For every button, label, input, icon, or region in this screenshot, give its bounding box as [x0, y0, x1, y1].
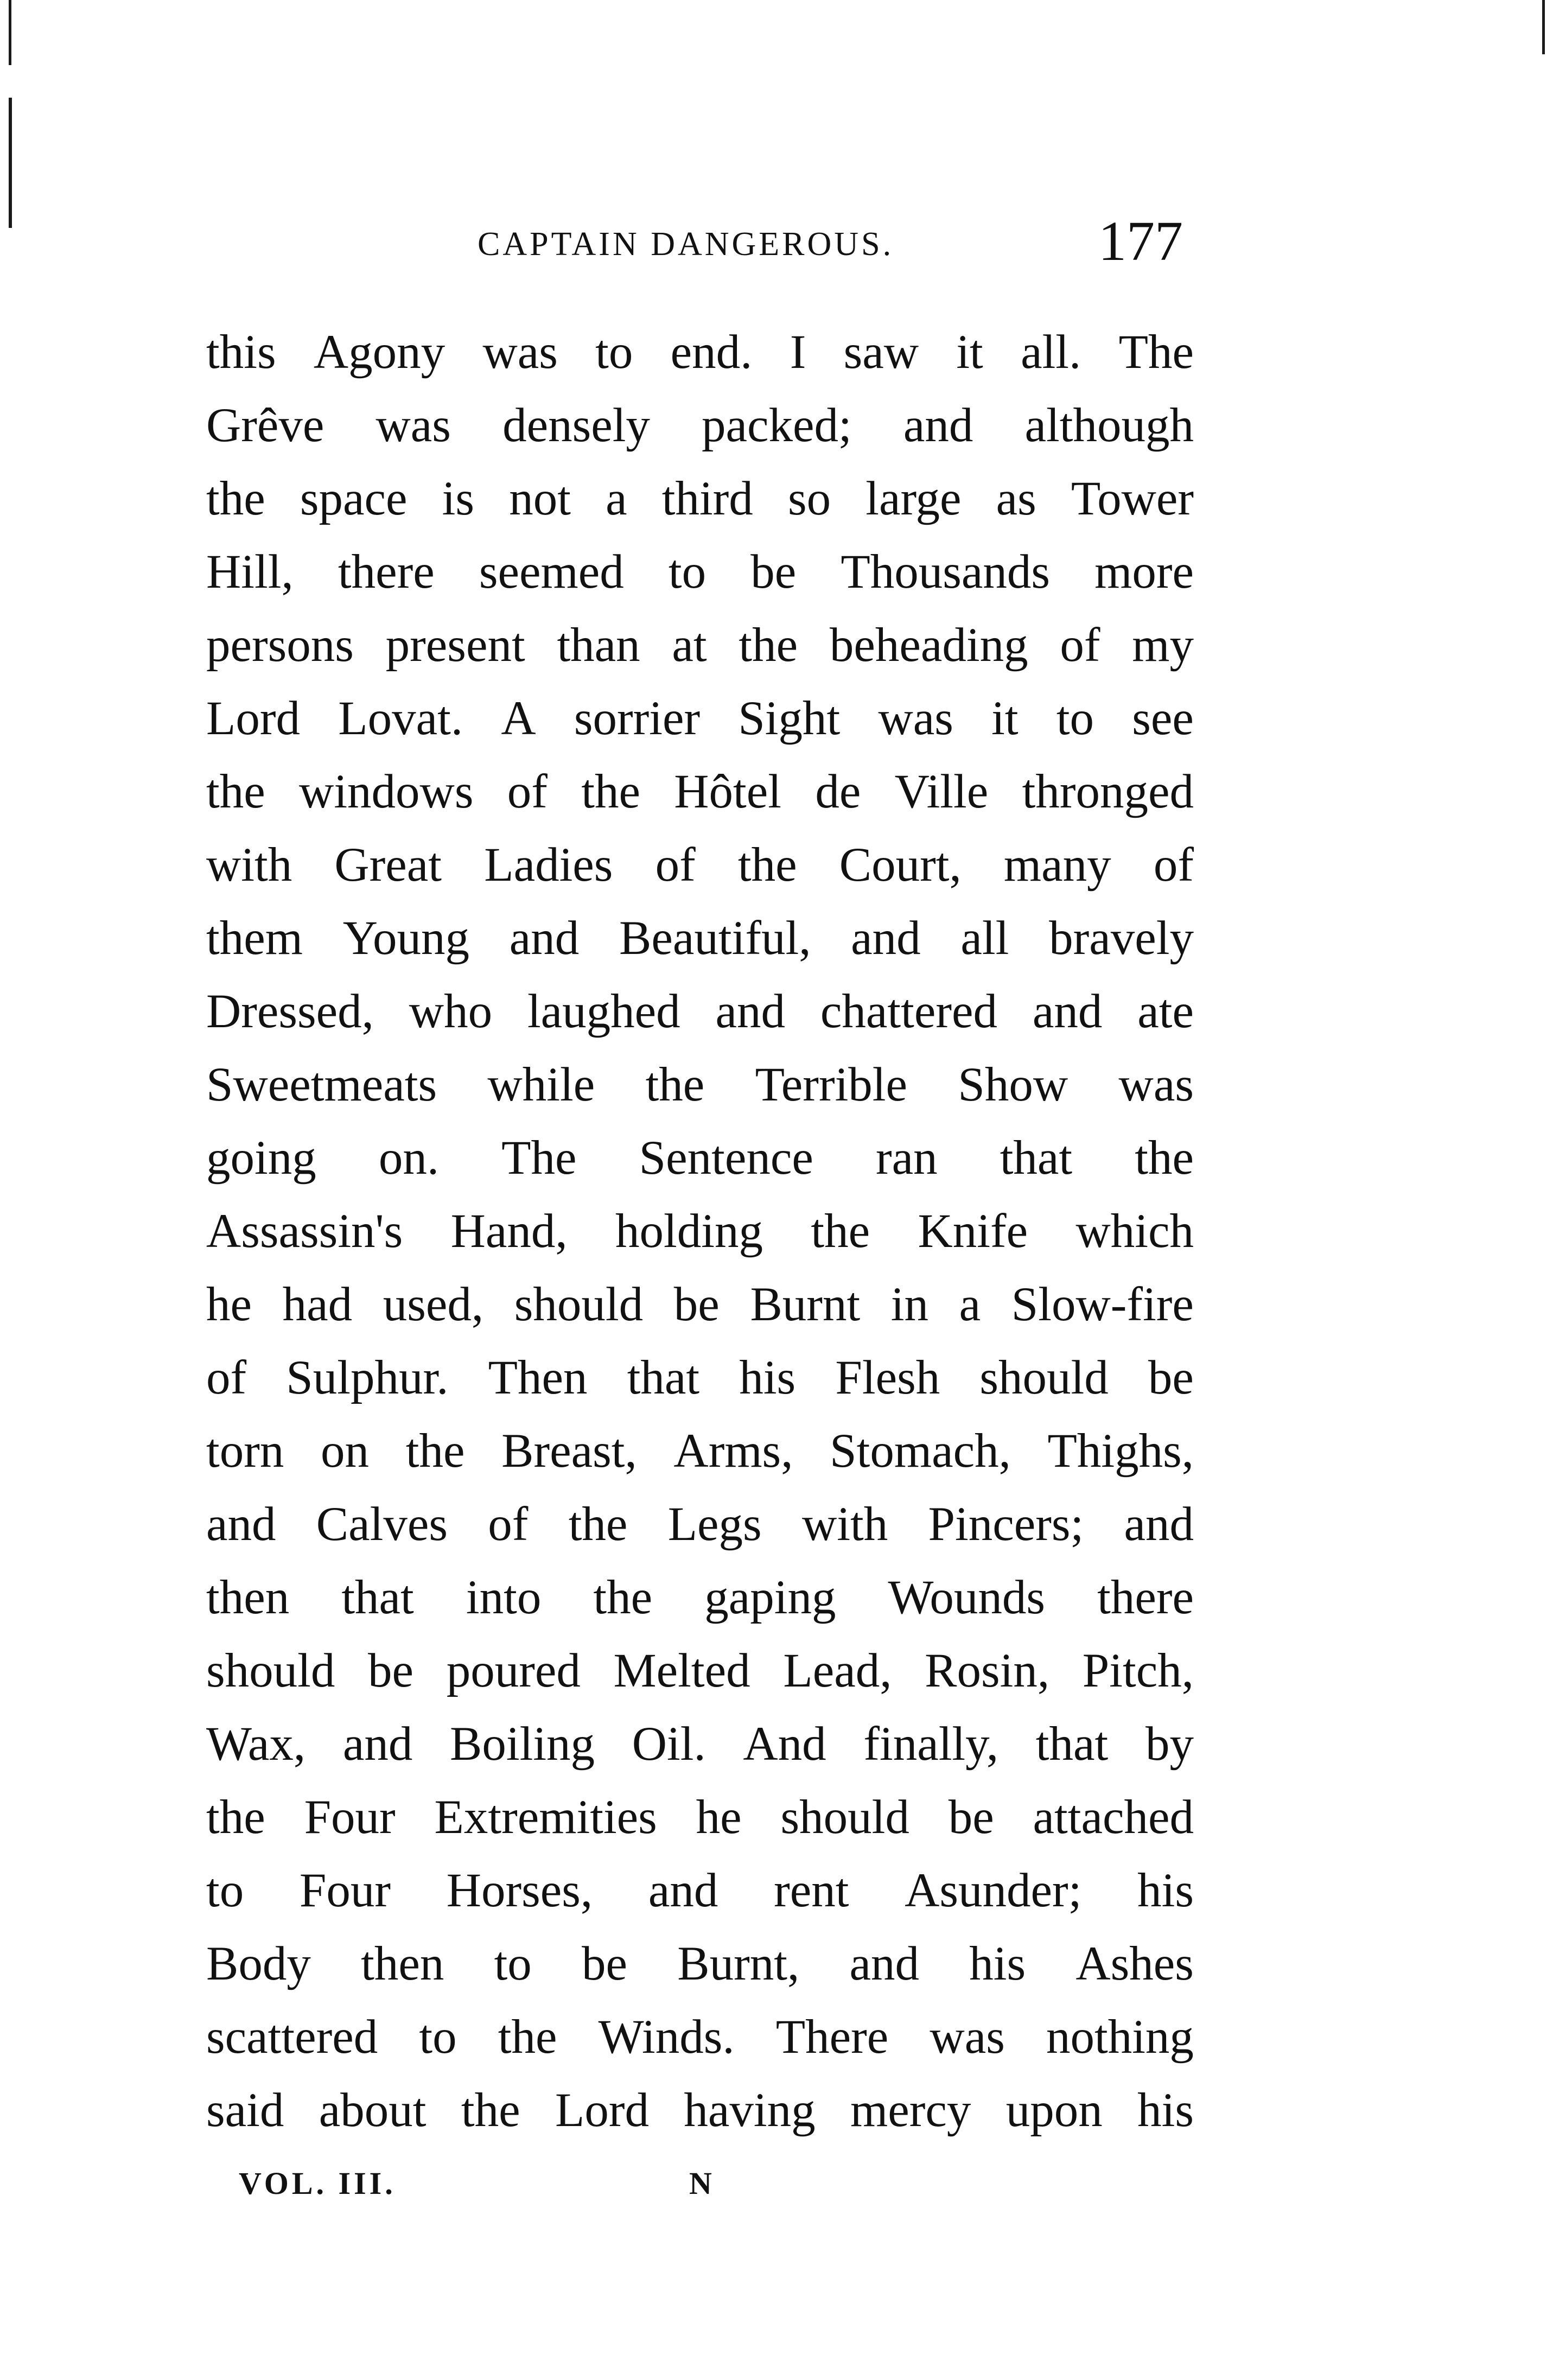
word: Lord — [206, 692, 301, 745]
word: Boiling — [450, 1717, 595, 1771]
word: to — [668, 545, 707, 599]
word: with — [206, 838, 292, 892]
word: There — [775, 2010, 889, 2064]
word: as — [996, 472, 1036, 525]
word: packed; — [702, 399, 852, 452]
word: which — [1075, 1205, 1194, 1258]
word: at — [672, 619, 707, 672]
word: of — [488, 1498, 529, 1551]
word: to — [494, 1937, 532, 1990]
word: Agony — [313, 326, 445, 379]
text-line — [206, 389, 1194, 462]
word: Slow-fire — [1011, 1278, 1194, 1331]
word: had — [282, 1278, 353, 1331]
word: persons — [206, 619, 354, 672]
word: Wax, — [206, 1717, 306, 1771]
word: to — [419, 2010, 457, 2064]
word: mercy — [850, 2084, 971, 2137]
word: Hand, — [450, 1205, 568, 1258]
word: and — [1032, 985, 1103, 1038]
word: the — [645, 1058, 705, 1111]
text-line — [206, 1415, 1194, 1488]
word: Sweetmeats — [206, 1058, 437, 1111]
word: densely — [502, 399, 650, 452]
word: Assassin's — [206, 1205, 403, 1258]
word: Lovat. — [338, 692, 463, 745]
word: the — [405, 1424, 465, 1478]
word: sorrier — [574, 692, 701, 745]
word: and — [1124, 1498, 1194, 1551]
word: Thousands — [841, 545, 1050, 599]
word: be — [673, 1278, 720, 1331]
word: by — [1145, 1717, 1194, 1771]
word: the — [1135, 1131, 1194, 1185]
word: of — [206, 1351, 247, 1404]
word: about — [319, 2084, 427, 2137]
word: a — [606, 472, 627, 525]
text-line — [206, 1122, 1194, 1195]
word: de — [815, 765, 861, 818]
word: Ville — [894, 765, 989, 818]
word: that — [627, 1351, 700, 1404]
word: be — [948, 1791, 994, 1844]
word: while — [487, 1058, 595, 1111]
word: Hôtel — [674, 765, 782, 818]
word: the — [581, 765, 640, 818]
word: Calves — [316, 1498, 448, 1551]
word: gaping — [704, 1571, 836, 1624]
word: and — [342, 1717, 413, 1771]
word: The — [1118, 326, 1194, 379]
word: and — [849, 1937, 920, 1990]
word: Melted — [613, 1644, 750, 1697]
word: should — [514, 1278, 644, 1331]
word: the — [739, 619, 798, 672]
word: to — [595, 326, 633, 379]
word: them — [206, 912, 303, 965]
word: the — [206, 1791, 265, 1844]
text-line — [206, 1561, 1194, 1634]
word: he — [206, 1278, 252, 1331]
word: should — [206, 1644, 335, 1697]
word: scattered — [206, 2010, 378, 2064]
word: that — [341, 1571, 414, 1624]
word: Grêve — [206, 399, 324, 452]
word: the — [811, 1205, 870, 1258]
word: and — [715, 985, 786, 1038]
word: his — [1137, 1864, 1194, 1917]
word: thronged — [1022, 765, 1194, 818]
word: more — [1094, 545, 1194, 599]
word: of — [1153, 838, 1194, 892]
word: Stomach, — [830, 1424, 1011, 1478]
word: many — [1003, 838, 1111, 892]
word: Terrible — [755, 1058, 908, 1111]
running-title: CAPTAIN DANGEROUS. — [478, 226, 894, 263]
word: Lead, — [783, 1644, 892, 1697]
word: a — [959, 1278, 981, 1331]
text-line — [206, 975, 1194, 1048]
word: having — [684, 2084, 816, 2137]
word: seemed — [479, 545, 624, 599]
text-line — [206, 1341, 1194, 1415]
word: of — [507, 765, 548, 818]
word: Burnt — [750, 1278, 861, 1331]
word: and — [851, 912, 921, 965]
text-line — [206, 1048, 1194, 1122]
word: ate — [1137, 985, 1194, 1038]
word: rent — [774, 1864, 849, 1917]
word: and — [206, 1498, 276, 1551]
word: Four — [299, 1864, 391, 1917]
word: should — [780, 1791, 909, 1844]
word: beheading — [829, 619, 1028, 672]
word: and — [509, 912, 580, 965]
word: the — [206, 765, 265, 818]
word: to — [1056, 692, 1094, 745]
word: The — [501, 1131, 577, 1185]
text-line — [206, 1708, 1194, 1781]
word: his — [969, 1937, 1026, 1990]
word: was — [375, 399, 451, 452]
word: then — [206, 1571, 290, 1624]
text-line — [206, 1781, 1194, 1854]
word: attached — [1033, 1791, 1194, 1844]
word: on — [321, 1424, 370, 1478]
word: windows — [299, 765, 474, 818]
word: be — [582, 1937, 628, 1990]
word: going — [206, 1131, 316, 1185]
word: Show — [958, 1058, 1068, 1111]
word: the — [737, 838, 797, 892]
word: so — [787, 472, 831, 525]
word: than — [557, 619, 640, 672]
word: Horses, — [446, 1864, 593, 1917]
word: Ashes — [1075, 1937, 1194, 1990]
word: Pitch, — [1082, 1644, 1194, 1697]
word: although — [1024, 399, 1194, 452]
word: Asunder; — [905, 1864, 1082, 1917]
word: Dressed, — [206, 985, 374, 1038]
word: was — [1118, 1058, 1194, 1111]
word: bravely — [1049, 912, 1194, 965]
scan-edge-mark — [9, 98, 12, 228]
text-line — [206, 1634, 1194, 1708]
word: torn — [206, 1424, 284, 1478]
word: Young — [342, 912, 470, 965]
word: Flesh — [835, 1351, 940, 1404]
word: that — [1035, 1717, 1109, 1771]
word: who — [409, 985, 493, 1038]
text-line — [206, 829, 1194, 902]
text-line — [206, 1488, 1194, 1561]
scan-edge-mark — [1542, 0, 1545, 54]
word: holding — [615, 1205, 763, 1258]
word: And — [743, 1717, 826, 1771]
word: of — [1060, 619, 1100, 672]
word: poured — [446, 1644, 581, 1697]
text-line — [206, 609, 1194, 682]
word: Sulphur. — [286, 1351, 449, 1404]
word: should — [979, 1351, 1109, 1404]
word: Tower — [1071, 472, 1194, 525]
word: Body — [206, 1937, 311, 1990]
word: my — [1132, 619, 1194, 672]
word: used, — [383, 1278, 484, 1331]
page-number: 177 — [1098, 210, 1183, 272]
word: Then — [488, 1351, 588, 1404]
word: there — [338, 545, 435, 599]
word: said — [206, 2084, 284, 2137]
word: Sight — [738, 692, 841, 745]
word: not — [509, 472, 571, 525]
word: is — [442, 472, 475, 525]
word: he — [696, 1791, 742, 1844]
word: nothing — [1046, 2010, 1194, 2064]
word: Oil. — [632, 1717, 706, 1771]
running-head — [206, 203, 1194, 274]
word: be — [368, 1644, 414, 1697]
word: and — [903, 399, 973, 452]
word: his — [1137, 2084, 1194, 2137]
word: Extremities — [434, 1791, 657, 1844]
word: Sentence — [639, 1131, 813, 1185]
word: the — [568, 1498, 628, 1551]
word: Rosin, — [925, 1644, 1050, 1697]
word: Hill, — [206, 545, 294, 599]
word: it — [991, 692, 1019, 745]
text-line — [206, 316, 1194, 389]
word: ran — [875, 1131, 938, 1185]
word: of — [655, 838, 696, 892]
word: third — [661, 472, 753, 525]
word: there — [1097, 1571, 1194, 1624]
volume-label: VOL. III. — [239, 2166, 396, 2201]
word: was — [878, 692, 953, 745]
word: and — [648, 1864, 718, 1917]
word: in — [890, 1278, 929, 1331]
word: present — [385, 619, 525, 672]
word: Great — [334, 838, 442, 892]
word: Winds. — [598, 2010, 735, 2064]
word: the — [498, 2010, 557, 2064]
scan-edge-mark — [9, 0, 11, 65]
word: then — [361, 1937, 444, 1990]
word: be — [1148, 1351, 1194, 1404]
page-footer — [206, 2165, 1194, 2219]
word: end. — [670, 326, 753, 379]
word: Legs — [667, 1498, 762, 1551]
word: the — [206, 472, 265, 525]
text-line — [206, 2001, 1194, 2074]
word: chattered — [820, 985, 998, 1038]
word: Lord — [555, 2084, 649, 2137]
signature-mark: N — [689, 2166, 712, 2201]
word: finally, — [863, 1717, 999, 1771]
word: the — [593, 1571, 653, 1624]
word: with — [801, 1498, 888, 1551]
word: his — [739, 1351, 796, 1404]
word: I — [790, 326, 806, 379]
word: Court, — [839, 838, 962, 892]
word: into — [466, 1571, 542, 1624]
word: to — [206, 1864, 244, 1917]
text-line — [206, 1268, 1194, 1341]
word: Burnt, — [677, 1937, 800, 1990]
word: Thighs, — [1047, 1424, 1194, 1478]
text-line — [206, 536, 1194, 609]
text-line — [206, 1927, 1194, 2001]
word: Four — [304, 1791, 396, 1844]
text-line — [206, 902, 1194, 975]
word: A — [501, 692, 536, 745]
word: was — [482, 326, 558, 379]
word: this — [206, 326, 276, 379]
text-line — [206, 1195, 1194, 1268]
word: all — [960, 912, 1009, 965]
word: on. — [378, 1131, 440, 1185]
word: large — [865, 472, 962, 525]
text-line — [206, 755, 1194, 829]
word: space — [300, 472, 408, 525]
word: Arms, — [673, 1424, 793, 1478]
word: be — [750, 545, 797, 599]
text-line — [206, 462, 1194, 536]
word: Breast, — [501, 1424, 637, 1478]
word: that — [1000, 1131, 1073, 1185]
word: it — [956, 326, 983, 379]
word: Pincers; — [928, 1498, 1084, 1551]
text-line — [206, 2074, 1194, 2147]
word: was — [930, 2010, 1005, 2064]
text-line — [206, 682, 1194, 755]
word: all. — [1021, 326, 1081, 379]
word: the — [461, 2084, 520, 2137]
text-line — [206, 1854, 1194, 1927]
word: upon — [1005, 2084, 1103, 2137]
word: Beautiful, — [619, 912, 811, 965]
word: Ladies — [484, 838, 613, 892]
word: see — [1132, 692, 1194, 745]
body-text — [206, 316, 1194, 2147]
word: laughed — [527, 985, 680, 1038]
word: saw — [843, 326, 919, 379]
word: Wounds — [888, 1571, 1046, 1624]
word: Knife — [918, 1205, 1028, 1258]
